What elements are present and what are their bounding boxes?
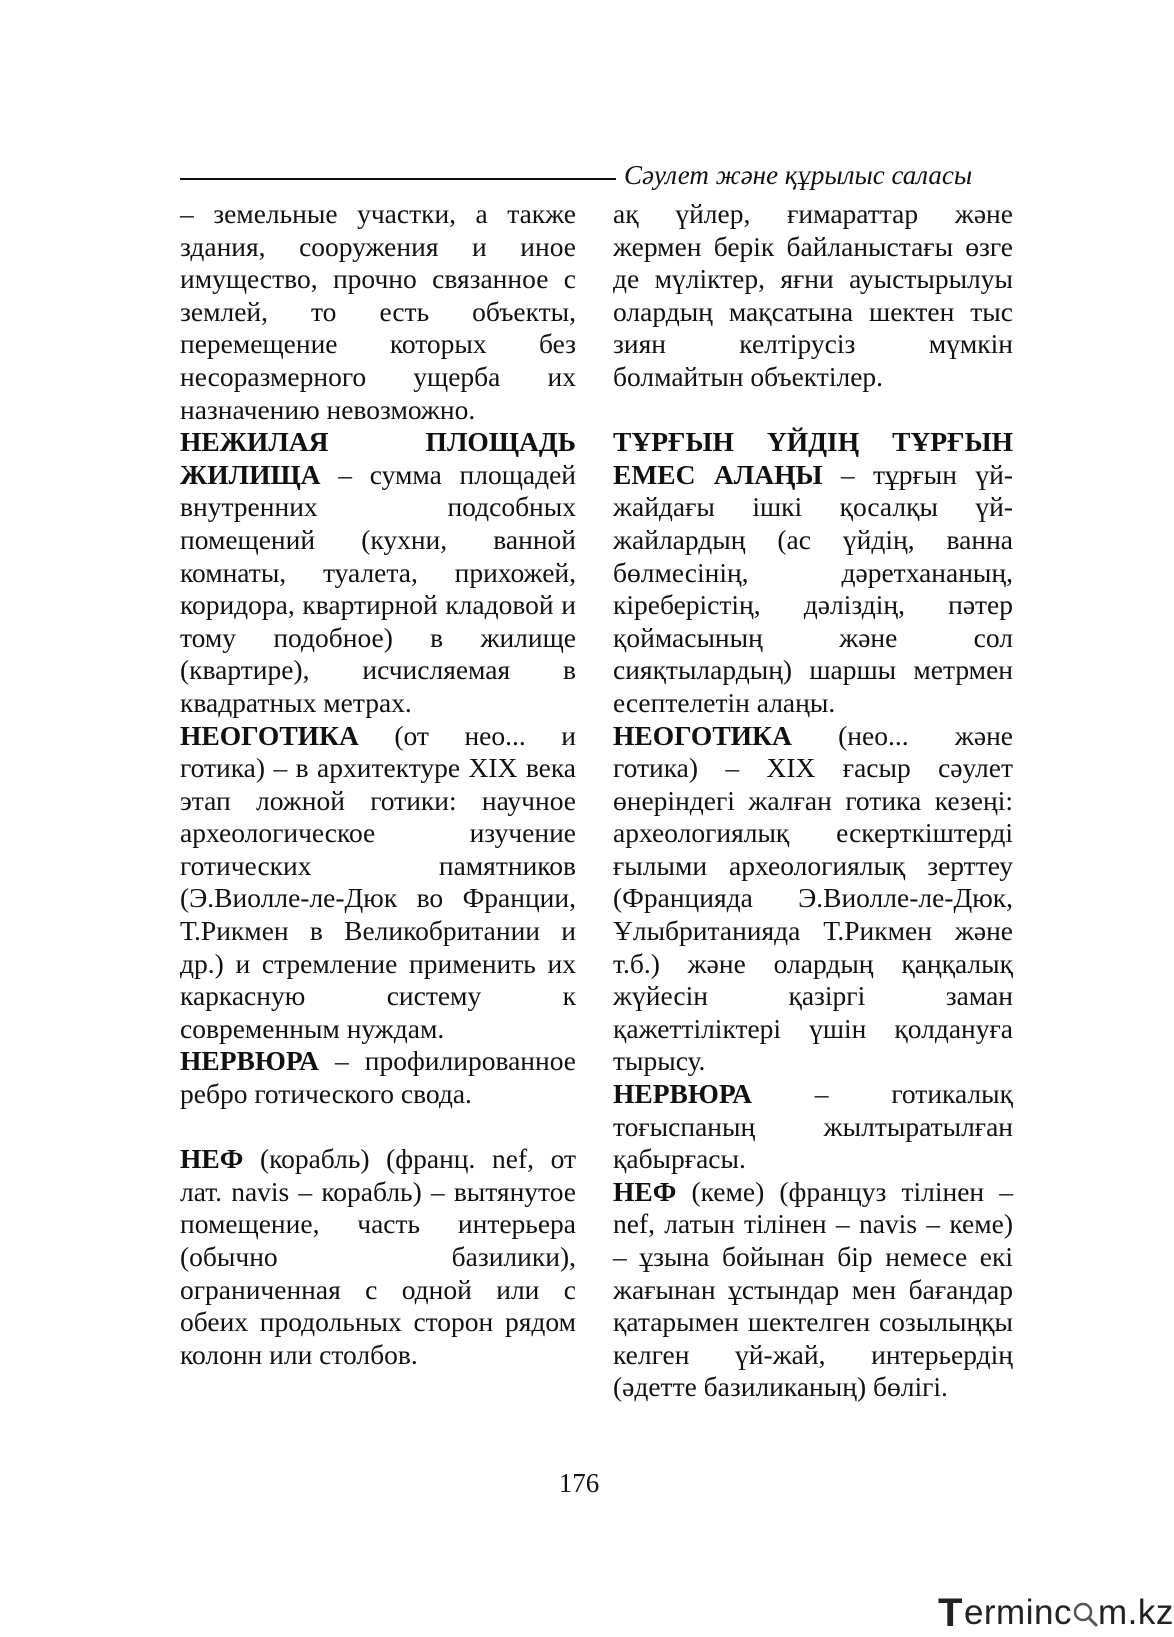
entry-definition: (нео... және готика) – XIX ғасыр сәулет өнеріндегі жалған готика кезеңі: археологиялық ескерткіштерді ғылыми археологиялық зерттеу (Францияда Э.Виолле-ле-Дюк, Ұлыбританияда Т.Рикмен және т.б.) және олардың қаңқалық жүйесін қазіргі заман қажеттіліктері үшін қолдануға тырысу. [613,719,1013,1077]
entry-definition: – готикалық тоғыспаның жылтыратылған қабырғасы. [613,1078,1013,1175]
header-rule [180,178,616,180]
entry-term: НЕФ [613,1175,677,1207]
left-entry-nef [180,1143,576,1371]
left-entry-nervyura [180,1045,576,1110]
termincom-logo [938,1590,1174,1635]
entry-definition: (корабль) (франц. nef, от лат. navis – корабль) – вытянутое помещение, часть интерьера (обычно базилики), ограниченная с одной или с обеих продольных сторон рядом колонн или столбов. [180,1143,576,1370]
left-entry-neogotika [180,720,576,1046]
running-header: Сәулет және құрылыс саласы [624,160,973,190]
left-entry-nezhilaya [180,426,576,719]
spacer [180,1111,576,1144]
entry-term: НЕЖИЛАЯ ПЛОЩАДЬ ЖИЛИЩА [180,426,576,490]
entry-definition: – тұрғын үй-жайдағы ішкі қосалқы үй-жайлардың (ас үйдің, ванна бөлмесінің, дәретхананың, кіреберістің, дәліздің, пәтер қоймасының және сол сияқтылардың) шаршы метрмен есептелетін алаңы. [613,458,1013,718]
right-entry-neogotika [613,720,1013,1079]
right-entry-nervyura [613,1078,1013,1176]
entry-definition: (кеме) (француз тілінен – nef, латын тілінен – navis – кеме) – ұзына бойынан бір немесе екі жағынан ұстындар мен бағандар қатарымен шектелген созылыңқы келген үй-жай, интерьердің (әдетте базиликаның) бөлігі. [613,1175,1013,1403]
entry-term: НЕОГОТИКА [180,719,359,751]
entry-term: НЕРВЮРА [180,1045,319,1077]
left-intro-text: – земельные участки, а также здания, сооружения и иное имущество, прочно связанное с землей, то есть объекты, перемещение которых без несоразмерного ущерба их назначению невозможно. [180,198,576,425]
entry-definition: – сумма площадей внутренних подсобных помещений (кухни, ванной комнаты, туалета, прихожей, коридора, квартирной кладовой и тому подобное) в жилище (квартире), исчисляемая в квадратных метрах. [180,458,576,718]
logo-letter: T [938,1590,963,1635]
page-number: 176 [558,1468,600,1498]
right-entry-turgyn [613,426,1013,719]
right-entry-nef [613,1176,1013,1404]
entry-definition: (от нео... и готика) – в архитектуре XIX века этап ложной готики: научное археологическое изучение готических памятников (Э.Виолле-ле-Дюк во Франции, Т.Рикмен в Великобритании и др.) и стремление применить их каркасную систему к современным нуждам. [180,719,576,1044]
entry-term: НЕРВЮРА [613,1078,752,1110]
entry-term: ТҰРҒЫН ҮЙДІҢ ТҰРҒЫН ЕМЕС АЛАҢЫ [613,426,1013,490]
logo-text-part2: m.kz [1097,1593,1174,1632]
right-intro-text: ақ үйлер, ғимараттар және жермен берік байланыстағы өзге де мүліктер, яғни ауыстырылуы олардың мақсатына шектен тыс зиян келтірусіз мүмкін болмайтын объектілер. [613,198,1013,392]
entry-term: НЕФ [180,1143,244,1175]
logo-text-part1: erminc [963,1593,1072,1632]
magnifier-icon [1072,1598,1098,1628]
spacer [613,394,1013,427]
entry-term: НЕОГОТИКА [613,719,792,751]
right-column [613,198,1013,1404]
entry-definition: – профилированное ребро готического свода. [180,1045,576,1110]
left-column [180,198,576,1371]
